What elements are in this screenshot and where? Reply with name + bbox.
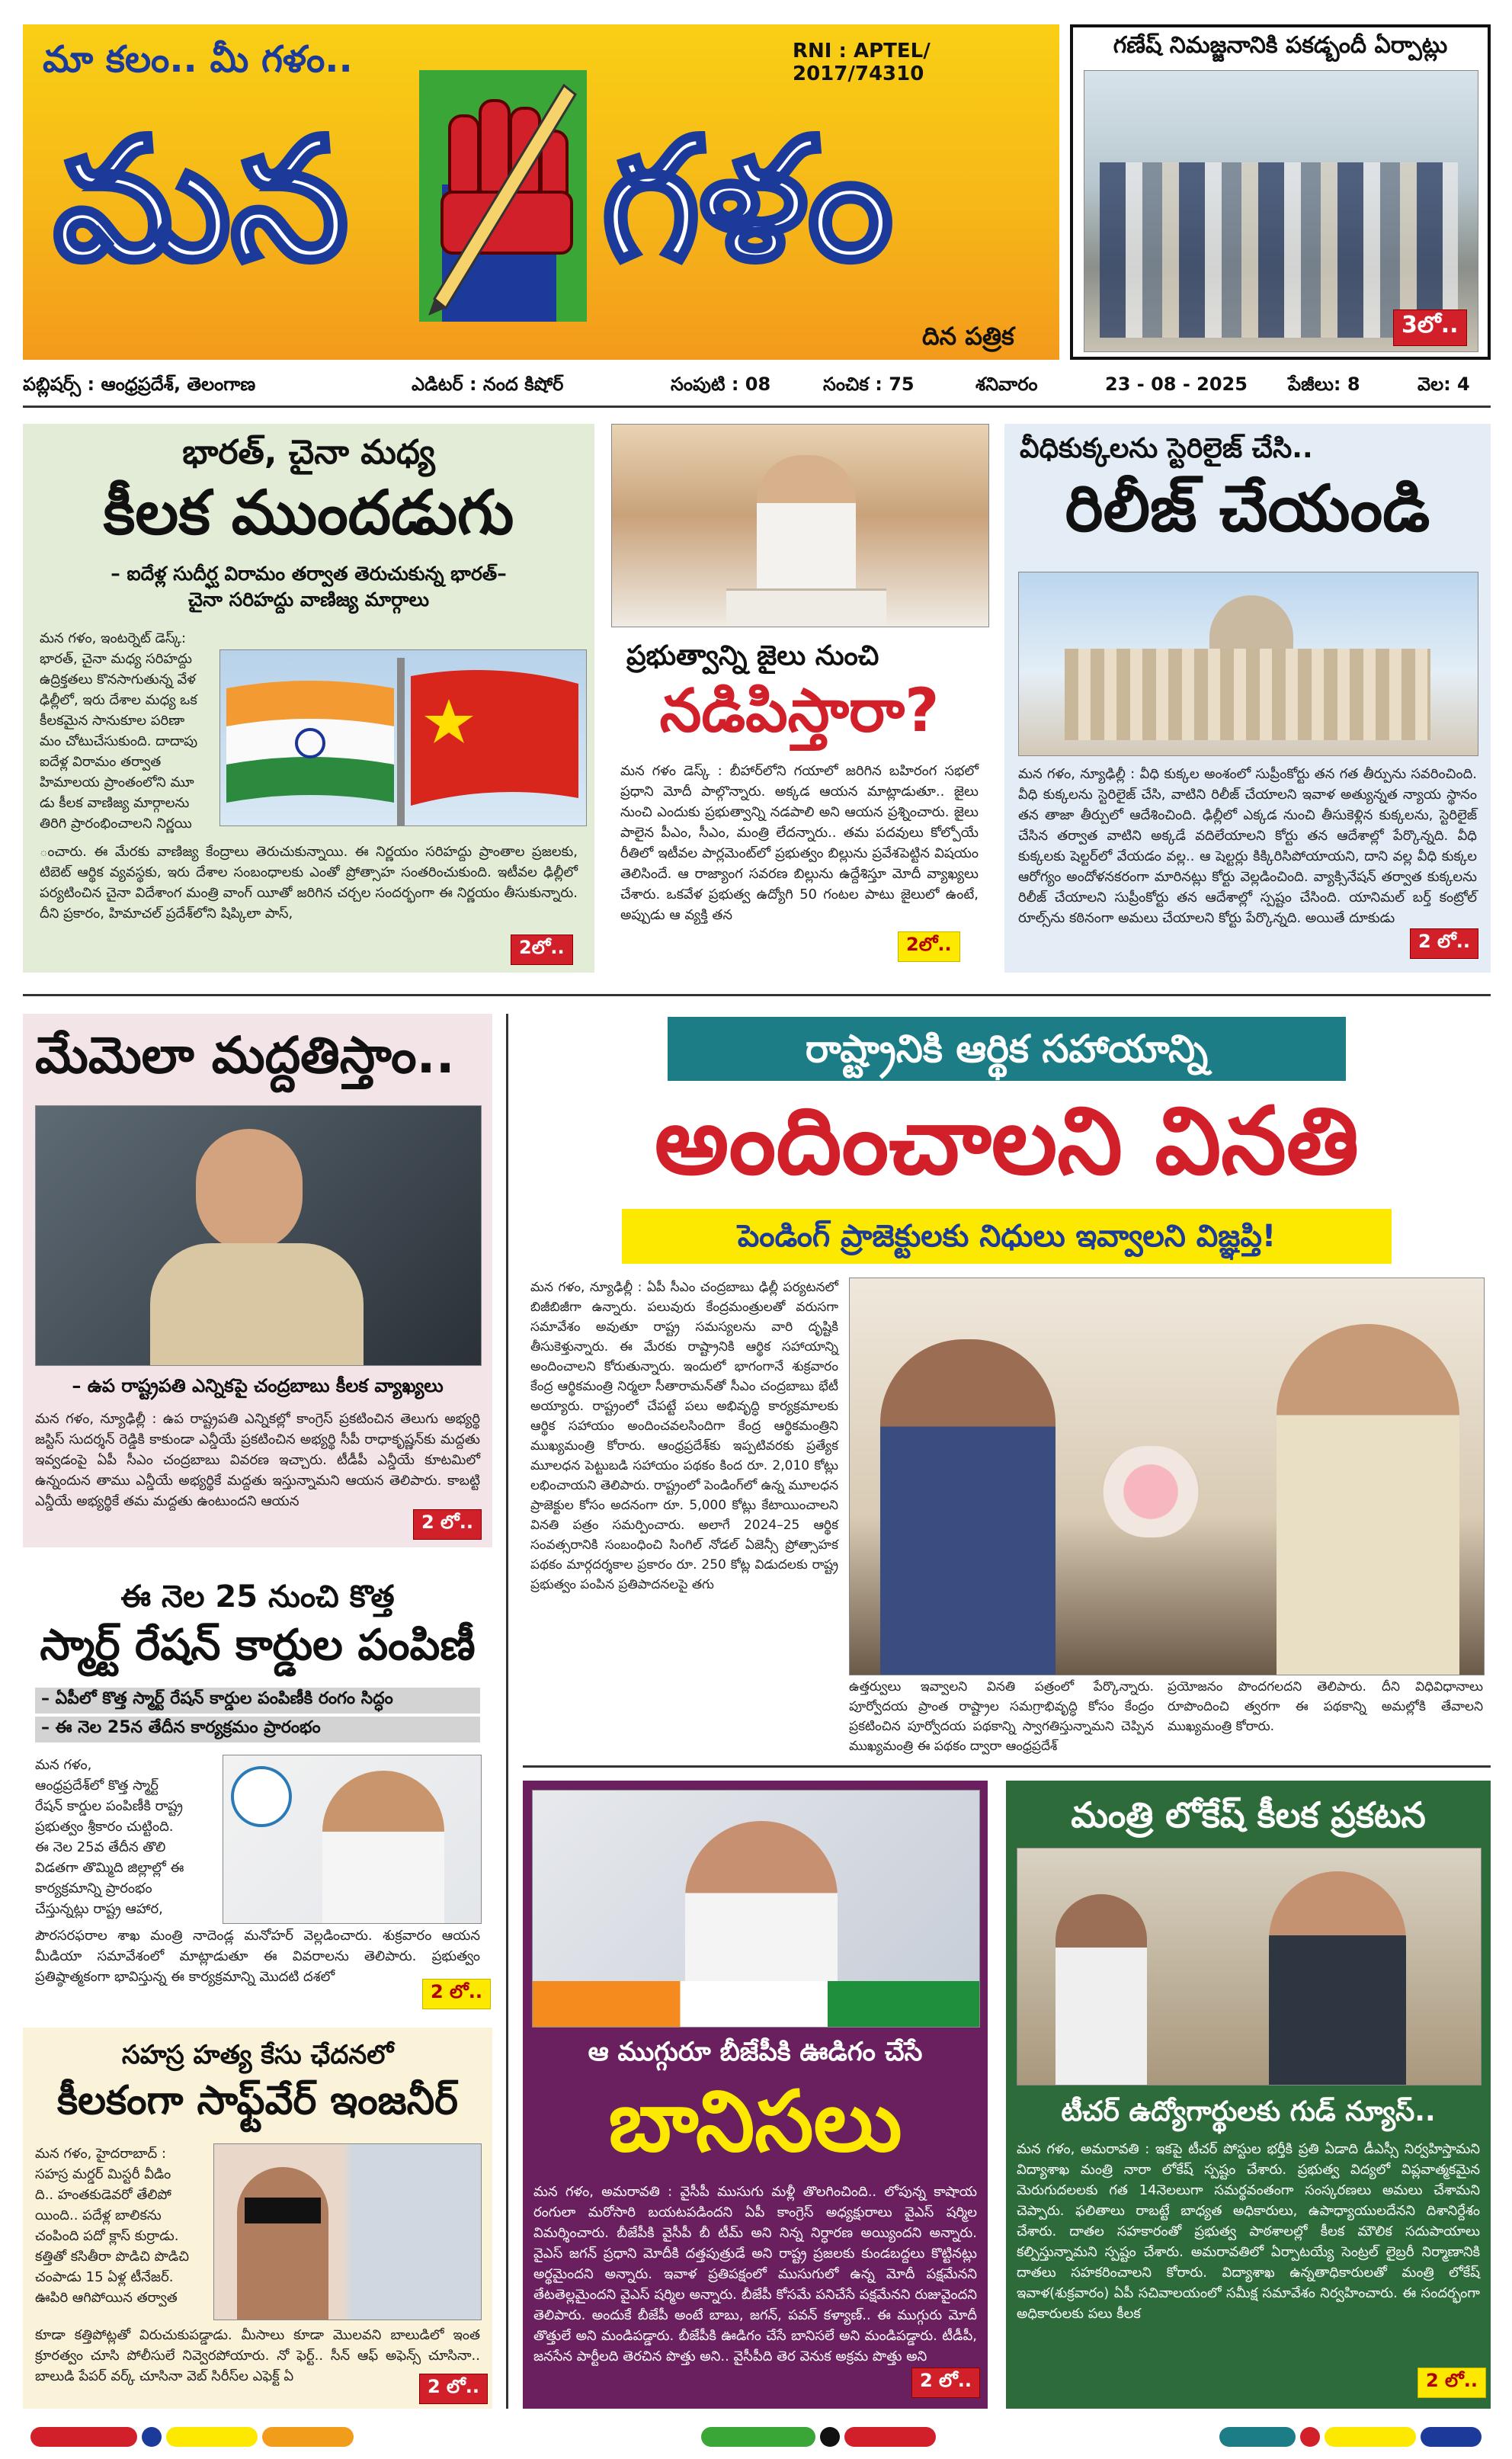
masthead-tagline: మా కలం.. మీ గళం.. (43, 38, 353, 81)
china-flag-icon (411, 668, 578, 806)
story-modi-jail-headline: నడిపిస్తారా? (659, 677, 940, 745)
rni-number: RNI : APTEL/ 2017/74310 (793, 40, 931, 85)
cm-right-figure (1277, 1324, 1459, 1675)
story-ration-cards-body-left: మన గళం, ఆంధ్రప్రదేశ్‌లో కొత్త స్మార్ట్ రేషన్ కార్డుల పంపిణీకి రాష్ట్ర ప్రభుత్వం శ్రీకారం చుట్టింది. ఈ నెల 25వ తేదీన తొలి విడతగా తొమ్మిది జిల్లాల్లో ఈ కార్యక్రమాన్ని ప్రారంభం చేస్తున్నట్లు రాష్ట్ర ఆహార, (35, 1757, 184, 1917)
story-street-dogs (1004, 424, 1491, 973)
story-street-dogs-page-ref: 2 లో.. (1410, 928, 1478, 959)
story-ration-cards-kicker: ఈ నెల 25 నుంచి కొత్త (120, 1579, 395, 1614)
story-ration-cards-bullet-2: – ఈ నెల 25న తేదీన కార్యక్రమం ప్రారంభం (35, 1717, 480, 1742)
footer-pill-orange (262, 2427, 354, 2447)
story-modi-jail-page-ref: 2లో.. (898, 931, 960, 962)
sitharaman-chandrababu-meeting-photo (849, 1278, 1485, 1675)
story-lokesh-announcement-subhead: టీచర్ ఉద్యోగార్థులకు గుడ్ న్యూస్.. (1061, 2096, 1436, 2127)
story-sahasra-case-body: కూడా కత్తిపోట్లతో విరుచుకుపడ్డాడు. మీసాలు కూడా మొలవని బాలుడిలో ఇంత క్రూరత్వం చూసి పోలీసులే నివ్వెరపోయారు. నో ఫెర్ట్.. సీన్ ఆఫ్ అఫెన్స్ చూసినా.. బాలుడి పేపర్ వర్క్ చూసినా వెబ్ సిరీస్‌ల ఎఫెక్ట్ ఏ (35, 2327, 485, 2384)
price: వెల: 4 (1418, 373, 1470, 395)
minister-left-figure (880, 1339, 1056, 1675)
story-sahasra-case-body-left: మన గళం, హైదరాబాద్ : సహస్ర మర్డర్ మిస్టరీ వీడిం ది.. హంతకుడెవరో తేలిపో యింది.. పదేళ్ల బాలికను చంపింది పదో క్లాస్ కుర్రాడు. కత్తితో కసితీరా పొడిచి పొడిచి చంపాడు 15 ఏళ్ల టీనేజర్. ఊపిరి ఆగిపోయిన తర్వాత (35, 2146, 190, 2306)
footer-dot-blue (142, 2427, 162, 2447)
masthead (23, 24, 1059, 360)
story-financial-aid (523, 1014, 1491, 1761)
story-sahasra-case (23, 2028, 492, 2409)
footer-pill-blue (1421, 2427, 1482, 2447)
girl-portrait (237, 2167, 328, 2320)
story-sahasra-case-page-ref: 2 లో.. (419, 2374, 488, 2404)
story-lokesh-announcement-body: మన గళం, అమరావతి : ఇకపై టీచర్ పోస్టుల భర్తీకి ప్రతి ఏడాది డీఎస్సీ నిర్వహిస్తామని విద్యాశాఖ మంత్రి నారా లోకేష్ స్పష్టం చేశారు. ప్రభుత్వ విద్యలో విప్లవాత్మకమైన మెరుగుదలలకు గత 14నెలలుగా సమర్థవంతంగా సంస్కరణలు అమలు చేశామని చెప్పారు. ఫలితాలు రాబట్టే బాధ్యత అధికారులు, ఉపాధ్యాయులదేనని దిశానిర్దేశం చేశారు. దాతల సహకారంతో ప్రభుత్వ పాఠశాలల్లో కీలక మౌలిక సదుపాయాలు కల్పిస్తున్నామని స్పష్టం చేశారు. అమరావతిలో ఏర్పాటయ్యే సెంట్రల్ లైబ్రరీ నిర్మాణానికి దాతలు సహకరించాలని కోరారు. విద్యాశాఖ ఉన్నతాధికారులతో మంత్రి లోకేష్ ఇవాళ(శుక్రవారం) ఏపీ సచివాలయంలో సమీక్ష సమావేశం నిర్వహించారు. ఈ సందర్భంగా అధికారులకు పలు కీలక (1017, 2141, 1485, 2322)
volume: సంపుటి : 08 (671, 373, 771, 395)
story-lokesh-announcement (1006, 1781, 1491, 2409)
footer-decor (0, 2421, 1512, 2451)
issue: సంచిక : 75 (823, 373, 915, 395)
sahasra-case-photo (213, 2143, 482, 2320)
story-street-dogs-headline: రిలీజ్ చేయండి (1065, 471, 1430, 546)
story-street-dogs-body: మన గళం, న్యూఢిల్లీ : వీధి కుక్కల అంశంలో సుప్రీంకోర్టు తన గత తీర్పును సవరించింది. వీధి కుక్కలను స్టెరిలైజ్ చేసి, వాటిని రిలీజ్ చేయాలని ఇవాళ అత్యున్నత న్యాయ స్థానం తన తాజా తీర్పులో ఆదేశించింది. ఢిల్లీలో ఎక్కడ నుంచి తీసుకెళ్లిన కుక్కలను, స్టెరిలైజ్ చేసిన తర్వాత వాటిని అక్కడే వదిలేయాలని కోర్టు తన ఆదేశాల్లో పేర్కొన్నది. వీధి కుక్కలకు షెల్టర్‌లో వేయడం వల్ల.. ఆ షెల్టర్లు కిక్కిరిసిపోయాయని, దాని వల్ల వీధి కుక్కల ఆరోగ్యం అందోళనకరంగా మారినట్లు కోర్టు వెల్లడించింది. వ్యాక్సినేషన్ తర్వాత కుక్కలను రిలీజ్ చేయాలని సుప్రీంకోర్టు తన ఆదేశాల్లో స్పష్టం చేసింది. యానిమల్ బర్త్ కంట్రోల్ రూల్స్‌ను కఠినంగా అమలు చేయాలని కోర్టు పేర్కొన్నది. అయితే దూకుడు (1018, 766, 1482, 926)
row1-rule (23, 994, 1491, 996)
raised-fist-pencil-icon (419, 70, 587, 322)
story-slaves-of-bjp-kicker: ఆ ముగ్గురూ బీజేపీకి ఊడిగం చేసే (588, 2037, 923, 2067)
story-financial-aid-body: మన గళం, న్యూఢిల్లీ : ఏపీ సీఎం చంద్రబాబు ఢిల్లీ పర్యటనలో బిజీబిజీగా ఉన్నారు. పలువురు కేంద్రమంత్రులతో వరుసగా సమావేశం అవుతూ రాష్ట్ర సమస్యలను వారి దృష్టికి తీసుకెళ్తున్నారు. ఈ మేరకు రాష్ట్రానికి ఆర్థిక సహాయాన్ని అందించాలని కోరుతున్నారు. ఇందులో భాగంగానే శుక్రవారం కేంద్ర ఆర్థికమంత్రి నిర్మలా సీతారామన్‌తో సీఎం చంద్రబాబు భేటీ అయ్యారు. రాష్ట్రంలో చేపట్టే పలు అభివృద్ధి కార్యక్రమాలకు ఆర్థిక సహాయం అందించవలసిందిగా కేంద్ర ఆర్థికమంత్రిని ముఖ్యమంత్రి కోరారు. ఆంధ్రప్రదేశ్‌కు ఇప్పటివరకు ప్రత్యేక మూలధన పెట్టుబడి సహాయం పథకం కింద రూ. 2,010 కోట్లు లభించాయని తెలిపారు. రాష్ట్రంలో పెండింగ్‌లో ఉన్న మూలధన ప్రాజెక్టుల కోసం అదనంగా రూ. 5,000 కోట్లు కేటాయించాలని వినతి పత్రం సమర్పించారు. అలాగే 2024–25 ఆర్థిక సంవత్సరానికి సంబంధించి సింగిల్ నోడల్ ఏజెన్సీ ప్రోత్సాహక పథకం మార్గదర్శకాల ప్రకారం రూ. 250 కోట్ల విడుదలకు రాష్ట్ర ప్రభుత్వం పంపిన ప్రతిపాదనలపై తగు (530, 1280, 843, 1592)
story-financial-aid-deck: పెండింగ్ ప్రాజెక్టులకు నిధులు ఇవ్వాలని విజ్ఞప్తి! (622, 1209, 1392, 1264)
flowers-vase (1101, 1446, 1200, 1537)
footer-pill-red (30, 2427, 137, 2447)
minister-nadendla-photo (223, 1755, 482, 1924)
story-financial-aid-headline: అందించాలని వినతి (654, 1087, 1360, 1195)
story-lokesh-announcement-headline: మంత్రి లోకేష్ కీలక ప్రకటన (1071, 1794, 1426, 1835)
story-support-remarks-deck: – ఉప రాష్ట్రపతి ఎన్నికపై చంద్రబాబు కీలక వ్యాఖ్యలు (72, 1375, 444, 1396)
redaction-bar (245, 2198, 321, 2223)
story-modi-jail-headline-small: ప్రభుత్వాన్ని జైలు నుంచి (626, 640, 879, 672)
top-promo-box (1070, 24, 1491, 360)
podium (726, 588, 886, 627)
chandrababu-photo (35, 1105, 482, 1366)
flag-pole (397, 658, 405, 826)
story-india-china-body: ంచారు. ఈ మేరకు వాణిజ్య కేంద్రాలు తెరుచుకున్నాయి. ఈ నిర్ణయం సరిహద్దు ప్రాంతాల ప్రజలకు, టిబెట్ ఆర్థిక వ్యవస్థకు, ఇరు దేశాల సంబంధాలకు ఎంతో ప్రోత్సాహ సంతరించుకుంది. ఇటీవల ఢిల్లీలో పర్యటించిన చైనా విదేశాంగ మంత్రి వాంగ్ యీతో జరిగిన చర్చల సందర్భంగా ఈ నిర్ణయం తీసుకున్నారు. దీని ప్రకారం, హిమాచల్ ప్రదేశ్‌లోని షిప్కిలా పాస్, (40, 844, 582, 922)
story-financial-aid-kicker: రాష్ట్రానికి ఆర్థిక సహాయాన్ని (668, 1017, 1346, 1081)
ap-emblem-icon (231, 1766, 292, 1827)
court-dome (1209, 595, 1293, 649)
footer-pill-yellow-2 (1325, 2427, 1416, 2447)
footer-pill-red-2 (844, 2427, 936, 2447)
story-ration-cards-body: పౌరసరఫరాల శాఖ మంత్రి నాదెండ్ల మనోహర్ వెల్లడించారు. శుక్రవారం ఆయన మీడియా సమావేశంలో మాట్లాడుతూ ఈ వివరాలను తెలిపారు. ప్రభుత్వం ప్రతిష్ఠాత్మకంగా భావిస్తున్న ఈ కార్యక్రమాన్ని మొదటి దశలో (35, 1928, 485, 1985)
footer-dot-red (1300, 2427, 1320, 2447)
story-ration-cards (23, 1567, 492, 2009)
story-india-china-body-left: మన గళం, ఇంటర్నెట్ డెస్క్: భారత్, చైనా మధ్య సరిహద్దు ఉద్రిక్తతలు కొనసాగుతున్న వేళ ఢిల్లీలో, ఇరు దేశాల మధ్య ఒక కీలకమైన సానుకూల పరిణా మం చోటుచేసుకుంది. దాదాపు ఐదేళ్ల విరామం తర్వాత హిమాలయ ప్రాంతంలోని మూ డు కీలక వాణిజ్య మార్గాలను తిరిగి ప్రారంభించాలని నిర్ణయి (40, 630, 198, 832)
vertical-rule (506, 1014, 508, 2409)
story-india-china-headline: కీలక ముందడుగు (103, 477, 514, 548)
story-lokesh-announcement-page-ref: 2 లో.. (1418, 2368, 1486, 2398)
masthead-title-left: మన (53, 102, 349, 297)
official-left-figure (1056, 1894, 1147, 2085)
story-financial-aid-body-mid: ఉత్తర్వులు ఇవ్వాలని వినతి పత్రంలో పేర్కొన్నారు. పూర్వోదయ ప్రాంత రాష్ట్రాల సమగ్రాభివృద్ధి కోసం కేంద్రం ప్రకటించిన పూర్వోదయ పథకాన్ని స్వాగతిస్తున్నామని చెప్పిన ముఖ్యమంత్రి ఈ పథకం ద్వారా ఆంధ్రప్రదేశ్ (849, 1679, 1158, 1754)
sharmila-photo (532, 1790, 980, 2028)
india-flag-icon (226, 673, 394, 803)
india-china-flags-photo (219, 649, 587, 826)
story-slaves-of-bjp (523, 1781, 988, 2409)
court-building (1065, 649, 1430, 740)
story-financial-aid-body-right: ప్రయోజనం పొందగలదని తెలిపారు. దీని విధివిధానాలు రూపొందించి త్వరగా ఈ పథకాన్ని అమల్లోకి తేవాలని ముఖ్యమంత్రి కోరారు. (1168, 1679, 1488, 1734)
supreme-court-photo (1018, 572, 1478, 756)
story-india-china-kicker: భారత్, చైనా మధ్య (182, 433, 435, 472)
publisher: పబ్లిషర్స్ : ఆంధ్రప్రదేశ్, తెలంగాణ (23, 373, 256, 395)
congress-flag-band (533, 1981, 979, 2027)
top-promo-page-ref: 3లో.. (1393, 309, 1467, 346)
story-india-china-deck: – ఐదేళ్ల సుదీర్ఘ విరామం తర్వాత తెరుచుకున్న భారత్– చైనా సరిహద్దు వాణిజ్య మార్గాలు (111, 563, 507, 611)
minister-figure (1269, 1871, 1406, 2085)
story-modi-jail (611, 424, 988, 973)
story-sahasra-case-headline: కీలకంగా సాఫ్ట్‌వేర్ ఇంజనీర్ (57, 2078, 458, 2124)
row2-right-rule (523, 1765, 1491, 1768)
story-modi-jail-body: మన గళం డెస్క్ : బీహార్‌లోని గయాలో జరిగిన బహిరంగ సభలో ప్రధాని మోదీ పాల్గొన్నారు. అక్కడ ఆయన మాట్లాడుతూ.. జైలు నుంచి ఎందుకు ప్రభుత్వాన్ని నడపాలి అని ఆయన ప్రశ్నించారు. జైలు పాలైన పీఎం, సీఎం, మంత్రి లేదన్నారు.. తమ పదవులు కోల్పోయే రీతిలో ఇటీవల పార్లమెంట్‌లో ప్రభుత్వం బిల్లును ప్రవేశపెట్టిన విషయం తెలిసిందే. ఆ రాజ్యాంగ సవరణ బిల్లును ఉద్దేశిస్తూ మోదీ వ్యాఖ్యలు చేశారు. ఒకవేళ ప్రభుత్వ ఉద్యోగి 50 గంటల పాటు జైలులో ఉంటే, అప్పుడు ఆ వ్యక్తి తన (620, 763, 983, 923)
story-support-remarks (23, 1014, 492, 1547)
footer-pill-green (701, 2427, 815, 2447)
minister-figure (322, 1771, 444, 1923)
story-slaves-of-bjp-body: మన గళం, అమరావతి : వైసీపీ ముసుగు మళ్లీ తొలగించింది.. లోపున్న కాషాయ రంగులా మరోసారి బయటపడిందని ఏపీ కాంగ్రెస్ అధ్యక్షురాలు వైఎస్ షర్మిల విమర్శించారు. బీజేపీకి వైసీపీ బీ టీమ్ అని నిన్న నిర్ధారణ అయ్యిందని అన్నారు. వైఎస్ జగన్ ప్రధాని మోదీకి దత్తపుత్రుడే అని రాష్ట్ర ప్రజలకు కుండబద్దలు కొట్టినట్లు అర్థమైందని అన్నారు. ఇవాళ ప్రతిపక్షంలో ముసుగులో ఉన్న మోదీ పక్షమేనని తేటతెల్లమైందని వైఎస్ షర్మిల అన్నారు. బీజేపీ కోసమే పనిచేసే పక్షమేనని రుజువైందని తెలిపారు. అందుకే బీజేపీ అంటే బాబు, జగన్, పవన్ కళ్యాణ్.. ఈ ముగ్గురు మోదీ తొత్తులే అని మండిపడ్డారు. బీజేపీకి ఊడిగం చేసే బానిసలే అని మండిపడ్డారు. టీడీపీ, జనసేన పార్టీలది తెరచిన పొత్తు అని.. వైసీపీది తెర వెనుక అక్రమ పొత్తు అని (533, 2184, 982, 2364)
story-ration-cards-page-ref: 2 లో.. (422, 1979, 491, 2009)
story-ration-cards-bullet-1: – ఏపీలో కొత్త స్మార్ట్ రేషన్ కార్డుల పంపిణీకి రంగం సిద్ధం (35, 1688, 480, 1714)
footer-pill-yellow (166, 2427, 258, 2447)
masthead-subtitle: దిన పత్రిక (922, 322, 1014, 351)
lokesh-review-photo (1017, 1848, 1482, 2086)
speaker-shirt (150, 1243, 364, 1365)
story-ration-cards-headline: స్మార్ట్ రేషన్ కార్డుల పంపిణీ (40, 1621, 476, 1670)
story-india-china-page-ref: 2లో.. (511, 935, 573, 965)
masthead-logo (419, 70, 587, 322)
masthead-title-right: గళం (602, 102, 893, 297)
footer-pill-teal (1219, 2427, 1296, 2447)
speaker-head (196, 1129, 303, 1251)
info-bar-rule (23, 406, 1491, 408)
footer-dot-black (820, 2427, 840, 2447)
date: 23 - 08 - 2025 (1105, 373, 1248, 395)
story-slaves-of-bjp-headline: బానిసలు (608, 2073, 902, 2170)
story-support-remarks-page-ref: 2 లో.. (413, 1509, 482, 1540)
story-sahasra-case-kicker: సహస్ర హత్య కేసు ఛేదనలో (121, 2040, 394, 2070)
story-support-remarks-headline: మేమెలా మద్దతిస్తాం.. (35, 1026, 455, 1085)
story-street-dogs-kicker: వీధికుక్కలను స్టెరిలైజ్ చేసి.. (1020, 433, 1313, 464)
pages: పేజీలు: 8 (1288, 373, 1360, 395)
info-bar (23, 369, 1491, 402)
story-india-china (23, 424, 594, 973)
top-promo-headline: గణేష్ నిమజ్జనానికి పకడ్బందీ ఏర్పాట్లు (1113, 32, 1448, 59)
story-support-remarks-body: మన గళం, న్యూఢిల్లీ : ఉప రాష్ట్రపతి ఎన్నికల్లో కాంగ్రెస్ ప్రకటించిన తెలుగు అభ్యర్థి జస్టిస్ సుదర్శన్ రెడ్డికి కాకుండా ఎన్డీయే ప్రకటించిన అభ్యర్థి సీపీ రాధాకృష్ణన్‌కు మద్దతు ఇవ్వడంపై ఏపీ సీఎం చంద్రబాబు వివరణ ఇచ్చారు. టీడీపీ ఎన్డీయే కూటమిలో ఉన్నందున తాము ఎన్డీయే అభ్యర్థికే మద్దతు ఇస్తున్నామని ఆయన తెలిపారు. కాబట్టి ఎన్డీయే అభ్యర్థికే తమ మద్దతు ఉంటుందని ఆయన (35, 1411, 485, 1509)
story-slaves-of-bjp-page-ref: 2 లో.. (911, 2368, 980, 2398)
day: శనివారం (975, 373, 1038, 395)
editor: ఎడిటర్ : నంద కిషోర్ (412, 373, 564, 395)
modi-speech-photo (611, 424, 989, 627)
